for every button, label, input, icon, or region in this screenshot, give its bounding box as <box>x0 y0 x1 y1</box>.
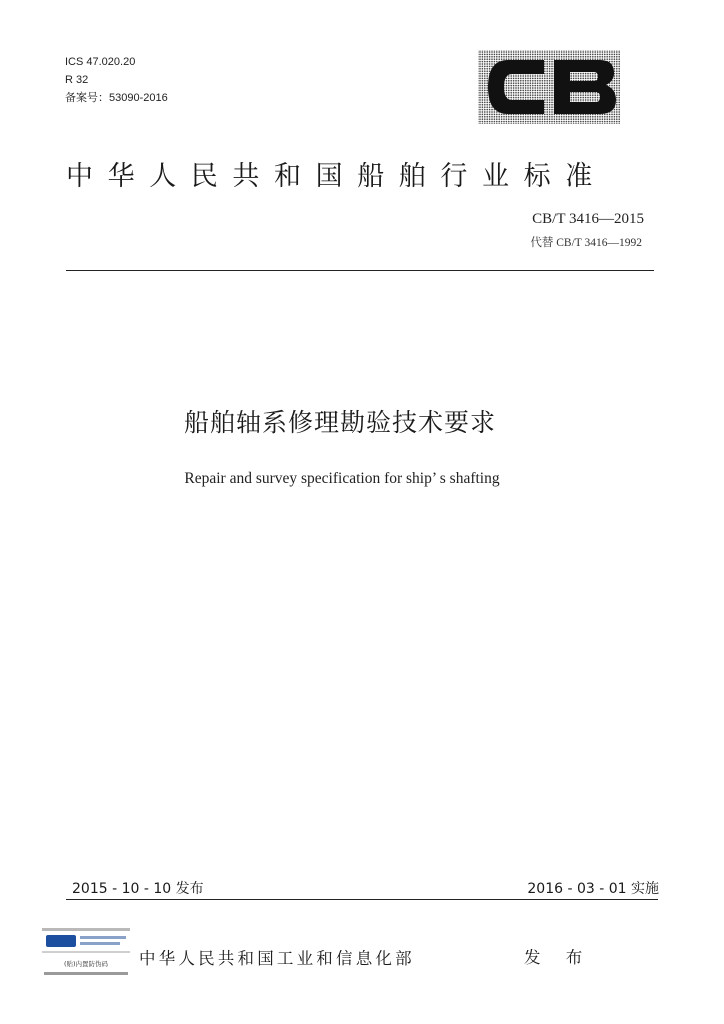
document-title-chinese: 船舶轴系修理勘验技术要求 <box>183 408 496 437</box>
implementation-date: 2016 - 03 - 01 实施 <box>527 881 659 897</box>
document-title-english: Repair and survey specification for ship’ s shafting <box>184 470 500 487</box>
stamp-label: (贴)内置防伪码 <box>63 960 109 968</box>
classification-block <box>65 53 168 107</box>
industry-standard-title: 中华人民共和国船舶行业标准 <box>66 161 607 192</box>
record-number: 备案号：53090-2016 <box>65 92 168 104</box>
issue-date: 2015 - 10 - 10 发布 <box>72 881 204 897</box>
issuing-authority: 中华人民共和国工业和信息化部 <box>139 949 415 968</box>
standard-code: CB/T 3416—2015 <box>532 211 644 227</box>
footer-divider <box>66 899 658 900</box>
publish-label: 发 布 <box>524 948 593 967</box>
header-divider <box>66 270 654 271</box>
ics-code: ICS 47.020.20 <box>65 56 136 68</box>
classification-code: R 32 <box>65 74 89 86</box>
replaced-standard: 代替 CB/T 3416—1992 <box>530 237 642 249</box>
cb-logo <box>474 46 624 128</box>
anti-counterfeit-stamp <box>40 926 132 984</box>
